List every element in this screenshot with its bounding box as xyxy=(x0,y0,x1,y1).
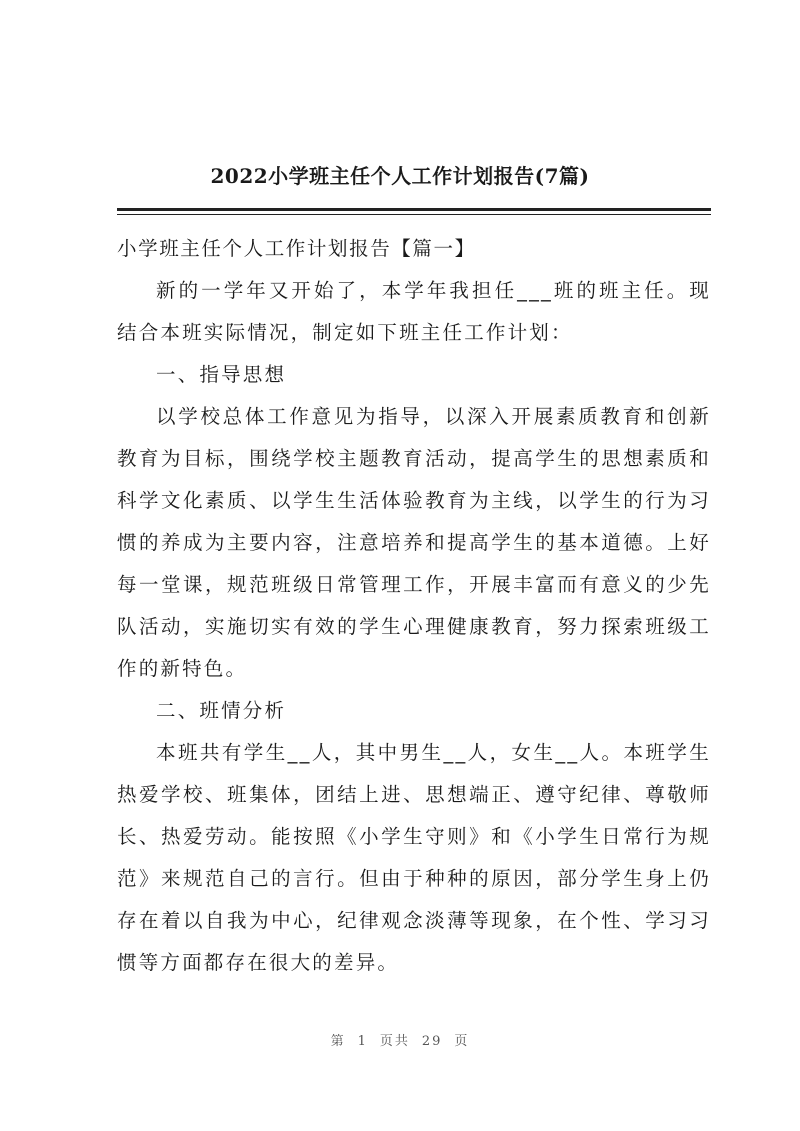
document-title: 2022小学班主任个人工作计划报告(7篇) xyxy=(210,164,590,188)
heading-class-analysis: 二、班情分析 xyxy=(156,699,287,722)
section-heading: 小学班主任个人工作计划报告【篇一】 xyxy=(117,237,476,260)
paragraph-guiding-ideology: 以学校总体工作意见为指导，以深入开展素质教育和创新教育为目标，围绕学校主题教育活动，提高学生的思想素质和科学文化素质、以学生生活体验教育为主线，以学生的行为习惯的养成为主要内容，注意培养和提高学生的基本道德。上好每一堂课，规范班级日常管理工作，开展丰富而有意义的少先队活动，实施切实有效的学生心理健康教育，努力探索班级工作的新特色。 xyxy=(117,405,711,680)
page-footer xyxy=(0,1030,800,1049)
paragraph-class-analysis: 本班共有学生__人，其中男生__人，女生__人。本班学生热爱学校、班集体，团结上进、思想端正、遵守纪律、尊敬师长、热爱劳动。能按照《小学生守则》和《小学生日常行为规范》来规范自己的言行。但由于种种的原因，部分学生身上仍存在着以自我为中心，纪律观念淡薄等现象，在个性、学习习惯等方面都存在很大的差异。 xyxy=(117,741,711,974)
footer-prefix: 第 xyxy=(330,1034,346,1049)
document-body xyxy=(117,228,711,984)
heading-guiding-ideology: 一、指导思想 xyxy=(156,363,287,386)
footer-middle: 页共 xyxy=(379,1034,410,1049)
title-rule-thin xyxy=(117,214,711,215)
paragraph-intro: 新的一学年又开始了，本学年我担任___班的班主任。现结合本班实际情况，制定如下班主任工作计划： xyxy=(117,279,711,344)
footer-total-pages: 29 xyxy=(421,1034,443,1049)
footer-suffix: 页 xyxy=(454,1034,470,1049)
footer-page-number: 1 xyxy=(357,1034,368,1049)
title-rule-thick xyxy=(117,208,711,211)
